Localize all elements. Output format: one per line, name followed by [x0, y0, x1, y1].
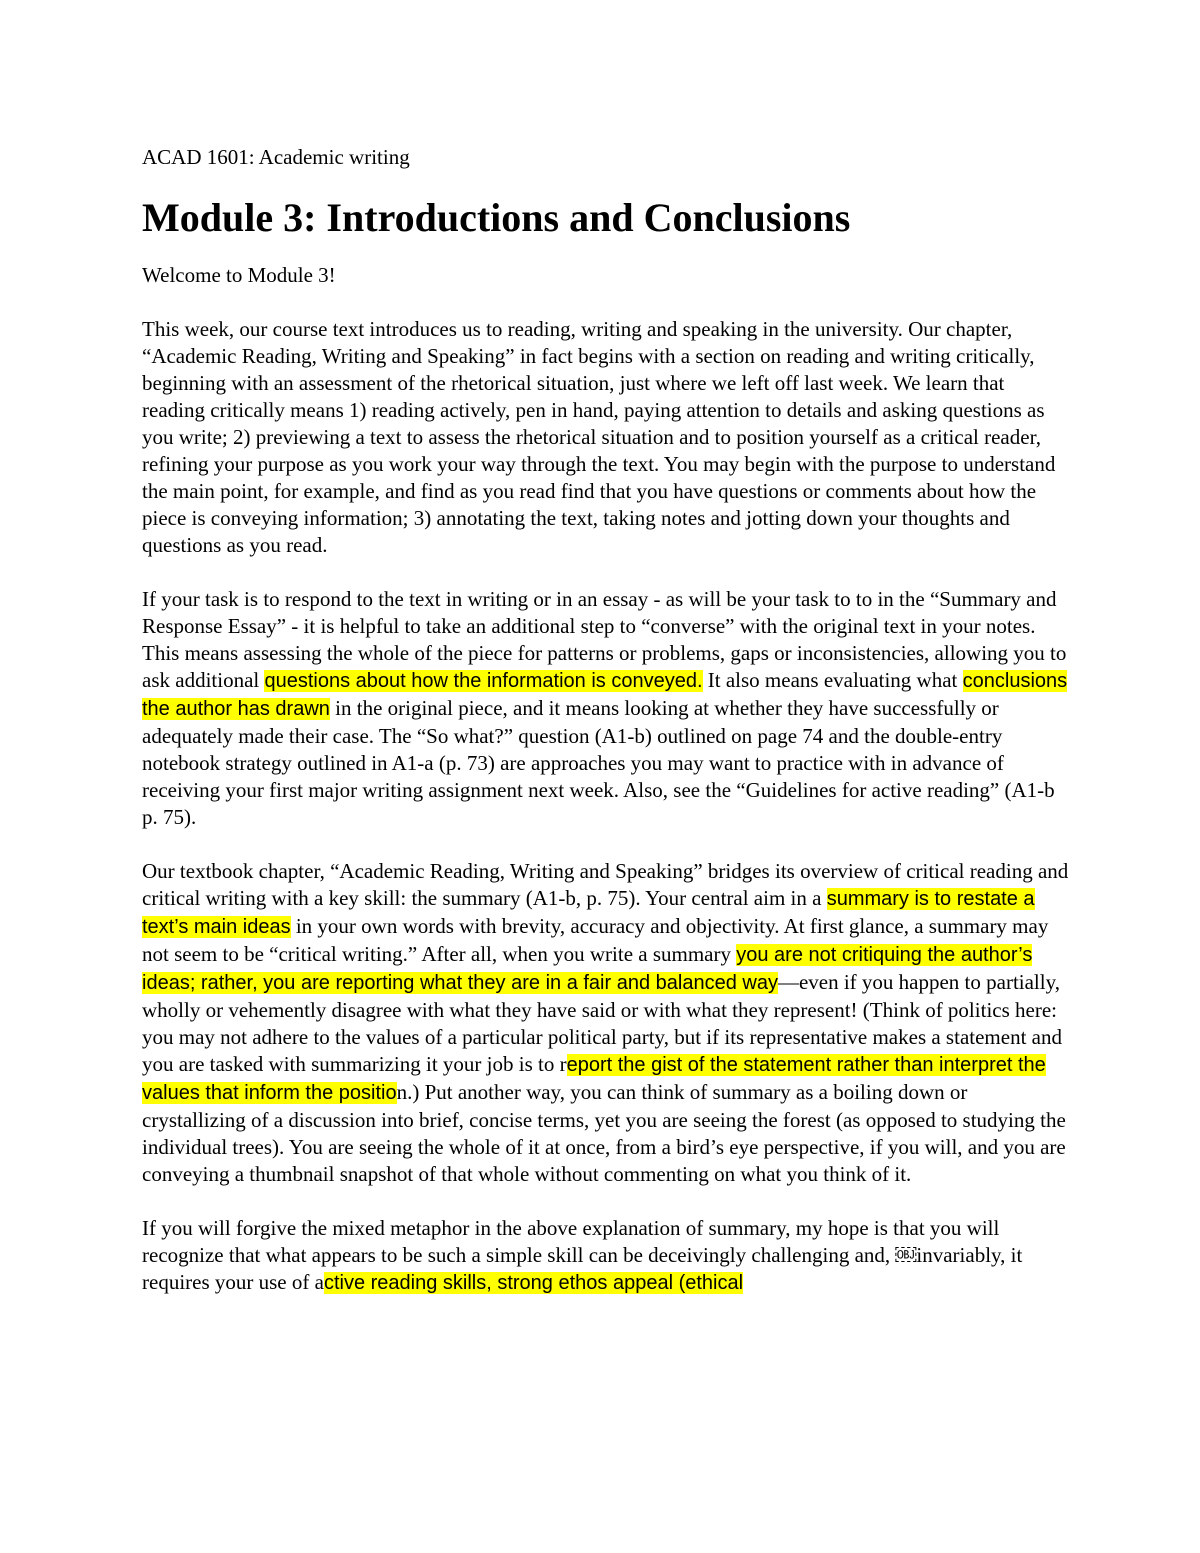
- body-text: in your own words with brevity, accuracy and objectivity. At first glance, a summary may not seem to be “critical writing.” After all, when you write a summary: [142, 914, 1049, 966]
- body-text: Our textbook chapter, “Academic Reading, Writing and Speaking” bridges its overview of critical reading and critical writing with a key skill: the summary (A1-b, p. 75). Your central aim in a: [142, 859, 1069, 910]
- body-text: in the original piece, and it means looking at whether they have successfully or adequately made their case. The “So what?” question (A1-b) outlined on page 74 and the double-entry notebook strategy outlined in A1-a (p. 73) are approaches you may want to practice with in advance of receiving your first major writing assignment next week. Also, see the “Guidelines for active reading” (A1-b p. 75).: [142, 696, 1055, 829]
- body-text: If you will forgive the mixed metaphor in the above explanation of summary, my hope is that you will recognize that what appears to be such a simple skill can be deceivingly challenging and, ￼invariably, it requires your use of a: [142, 1216, 1023, 1294]
- body-text: It also means evaluating what: [702, 668, 963, 692]
- highlighted-text: you are not critiquing the author’s ideas; rather, you are reporting what they are in a fair and balanced way: [142, 944, 1033, 994]
- body-text: If your task is to respond to the text in writing or in an essay - as will be your task to to in the “Summary and Response Essay” - it is helpful to take an additional step to “converse” with the original text in your notes. This means assessing the whole of the piece for patterns or problems, gaps or inconsistencies, allowing you to ask additional: [142, 587, 1067, 692]
- page-title: Module 3: Introductions and Conclusions: [142, 195, 851, 240]
- paragraph-summary: [142, 858, 1072, 1188]
- welcome-line: Welcome to Module 3!: [142, 263, 336, 287]
- paragraph-converse-with-text: [142, 586, 1072, 831]
- paragraph-reading-critically: This week, our course text introduces us to reading, writing and speaking in the university. Our chapter, “Academic Reading, Writing and Speaking” in fact begins with a section on reading and writing critically, beginning with an assessment of the rhetorical situation, just where we left off last week. We learn that reading critically means 1) reading actively, pen in hand, paying attention to details and asking questions as you write; 2) previewing a text to assess the rhetorical situation and to position yourself as a critical reader, refining your purpose as you work your way through the text. You may begin with the purpose to understand the main point, for example, and find as you read find that you have questions or comments about how the piece is conveying information; 3) annotating the text, taking notes and jotting down your thoughts and questions as you read.: [142, 317, 1056, 557]
- highlighted-text: eport the gist of the statement rather than interpret the values that inform the positio: [142, 1054, 1046, 1104]
- course-line: ACAD 1601: Academic writing: [142, 145, 410, 169]
- highlighted-text: ctive reading skills, strong ethos appeal (ethical: [323, 1272, 744, 1294]
- highlighted-text: conclusions the author has drawn: [142, 670, 1068, 720]
- body-text: —even if you happen to partially, wholly or vehemently disagree with what they have said or with what they represent! (Think of politics here: you may not adhere to the values of a particular political party, but if its representative makes a statement and you are tasked with summarizing it your job is to r: [142, 970, 1062, 1076]
- paragraph-mixed-metaphor: [142, 1215, 1072, 1297]
- document-page: [142, 140, 1072, 1324]
- highlighted-text: questions about how the information is conveyed.: [264, 670, 703, 692]
- body-text: n.) Put another way, you can think of summary as a boiling down or crystallizing of a discussion into brief, concise terms, yet you are seeing the forest (as opposed to studying the individual trees). You are seeing the whole of it at once, from a bird’s eye perspective, if you will, and you are conveying a thumbnail snapshot of that whole without commenting on what you think of it.: [142, 1080, 1066, 1186]
- highlighted-text: summary is to restate a text’s main ideas: [142, 888, 1035, 938]
